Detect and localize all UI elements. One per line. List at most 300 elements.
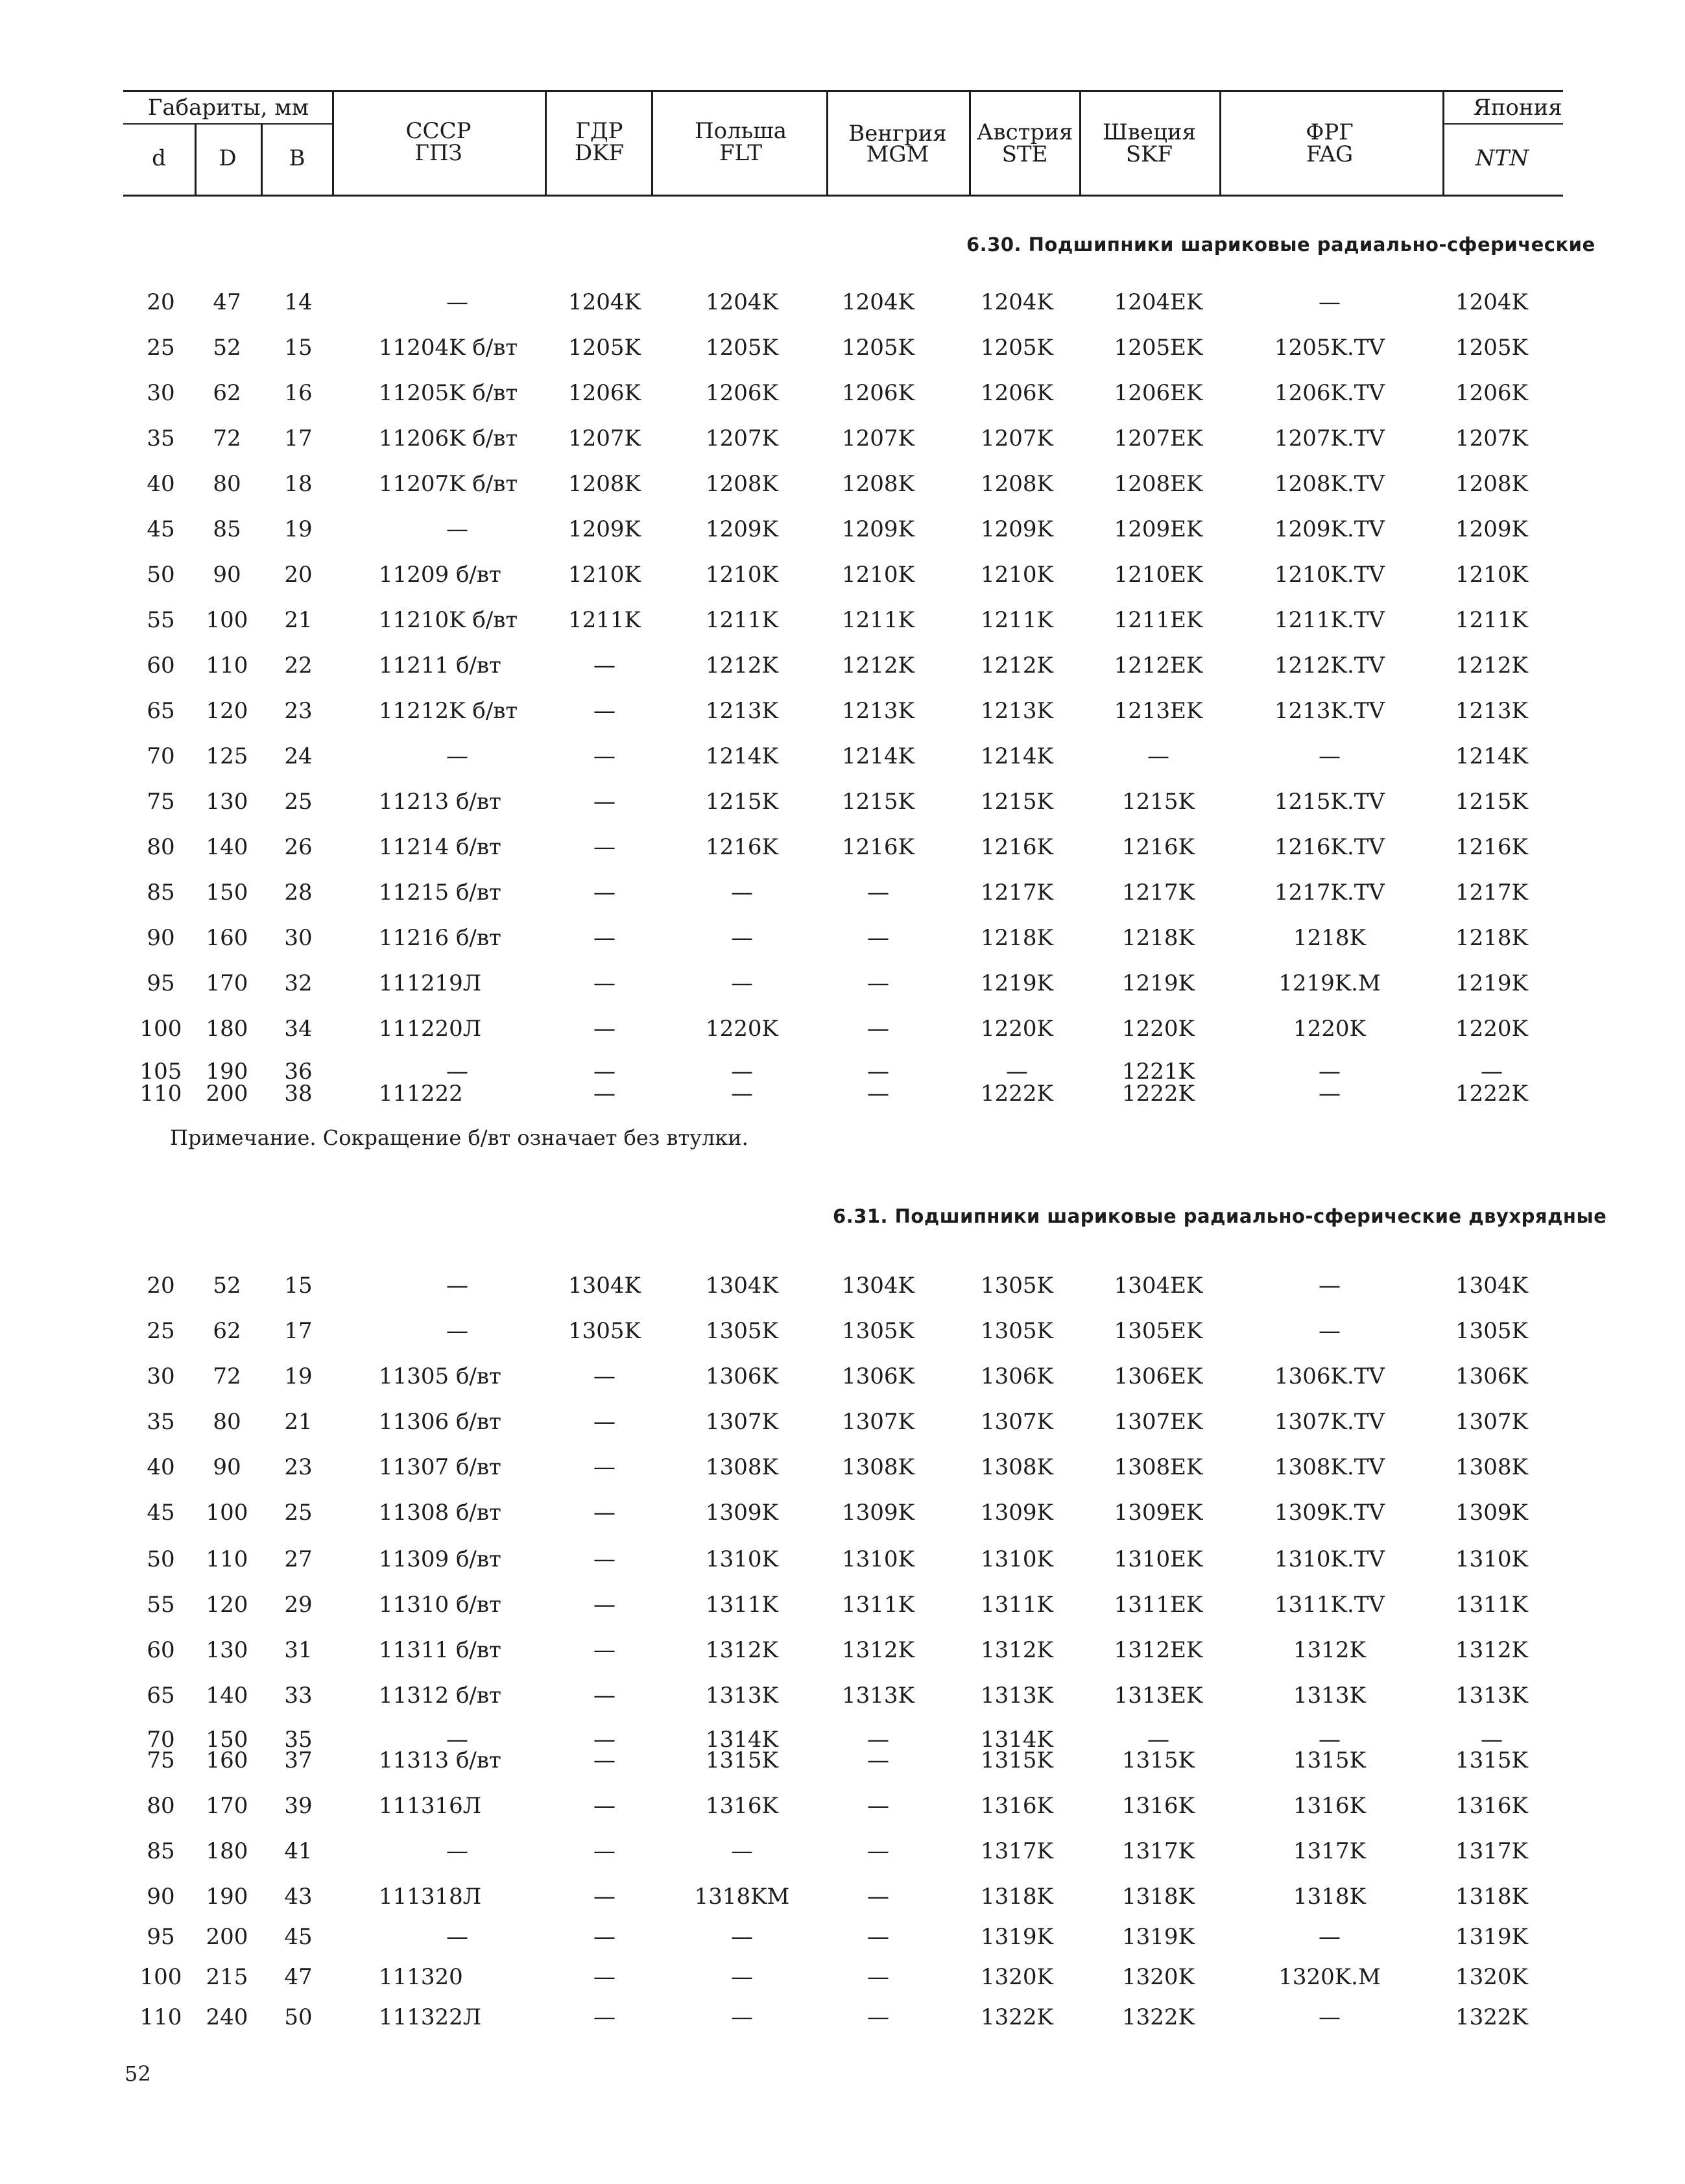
cell-B: 24 [284, 743, 313, 769]
cell-frg: 1320K.M [1278, 1964, 1381, 1990]
cell-ussr: 111320 [379, 1964, 463, 1990]
cell-gdr: — [593, 970, 615, 996]
cell-frg: 1207K.TV [1274, 426, 1385, 451]
cell-austria: 1214K [981, 743, 1053, 769]
cell-d: 60 [147, 1637, 175, 1663]
cell-frg: 1209K.TV [1274, 516, 1385, 542]
cell-austria: 1215K [981, 789, 1053, 815]
cell-d: 40 [147, 471, 175, 497]
header-ussr-country: СССР [405, 118, 472, 144]
cell-japan: 1209K [1455, 516, 1528, 542]
cell-d: 80 [147, 834, 175, 860]
cell-sweden: 1216K [1122, 834, 1195, 860]
cell-frg: — [1319, 1924, 1341, 1950]
cell-hungary: — [867, 1081, 889, 1107]
cell-gdr: — [593, 1884, 615, 1910]
cell-frg: 1312K [1293, 1637, 1366, 1663]
cell-frg: 1213K.TV [1274, 698, 1385, 724]
cell-poland: 1313K [706, 1683, 778, 1709]
cell-D: 72 [213, 1363, 241, 1389]
cell-japan: 1322K [1455, 2004, 1528, 2030]
table-row [0, 516, 1685, 542]
cell-D: 190 [206, 1059, 248, 1085]
cell-d: 100 [139, 1016, 182, 1042]
cell-poland: 1212K [706, 653, 778, 678]
cell-poland: 1211K [706, 607, 778, 633]
cell-austria: 1315K [981, 1747, 1053, 1773]
cell-ussr: 11310 б/вт [379, 1592, 501, 1618]
cell-ussr: 11309 б/вт [379, 1546, 501, 1572]
cell-hungary: 1209K [842, 516, 914, 542]
cell-d: 55 [147, 607, 175, 633]
cell-japan: 1317K [1455, 1838, 1528, 1864]
cell-japan: 1214K [1455, 743, 1528, 769]
cell-frg: 1318K [1293, 1884, 1366, 1910]
cell-hungary: — [867, 1964, 889, 1990]
cell-d: 100 [139, 1964, 182, 1990]
cell-frg: — [1319, 1059, 1341, 1085]
cell-ussr: 11312 б/вт [379, 1683, 501, 1709]
cell-gdr: — [593, 1016, 615, 1042]
cell-japan: 1310K [1455, 1546, 1528, 1572]
cell-japan: — [1481, 1727, 1503, 1753]
cell-poland: 1306K [706, 1363, 778, 1389]
cell-sweden: 1319K [1122, 1924, 1195, 1950]
cell-poland: 1220K [706, 1016, 778, 1042]
cell-sweden: 1316K [1122, 1793, 1195, 1819]
header-hungary-maker: MGM [866, 141, 929, 167]
cell-hungary: — [867, 1016, 889, 1042]
cell-austria: 1213K [981, 698, 1053, 724]
table-row [0, 1683, 1685, 1709]
cell-sweden: 1204EK [1114, 289, 1203, 315]
cell-japan: 1311K [1455, 1592, 1528, 1618]
cell-sweden: 1317K [1122, 1838, 1195, 1864]
cell-d: 65 [147, 698, 175, 724]
cell-d: 110 [139, 2004, 182, 2030]
cell-D: 180 [206, 1016, 248, 1042]
cell-d: 65 [147, 1683, 175, 1709]
cell-d: 80 [147, 1793, 175, 1819]
cell-hungary: 1311K [842, 1592, 914, 1618]
cell-D: 80 [213, 1409, 241, 1435]
cell-D: 62 [213, 1318, 241, 1344]
header-japan-maker: NTN [1475, 145, 1529, 171]
header-col-d: d [152, 145, 166, 171]
cell-hungary: — [867, 1924, 889, 1950]
table-row [0, 335, 1685, 361]
cell-D: 85 [213, 516, 241, 542]
cell-frg: 1306K.TV [1274, 1363, 1385, 1389]
cell-poland: 1318KM [694, 1884, 790, 1910]
cell-ussr: 11212K б/вт [379, 698, 518, 724]
cell-austria: 1222K [981, 1081, 1053, 1107]
cell-gdr: — [593, 698, 615, 724]
cell-austria: 1308K [981, 1454, 1053, 1480]
cell-d: 85 [147, 1838, 175, 1864]
cell-poland: 1308K [706, 1454, 778, 1480]
cell-D: 62 [213, 380, 241, 406]
cell-japan: 1217K [1455, 880, 1528, 906]
table-row [0, 471, 1685, 497]
cell-sweden: 1315K [1122, 1747, 1195, 1773]
cell-d: 70 [147, 1727, 175, 1753]
cell-japan: 1308K [1455, 1454, 1528, 1480]
cell-austria: 1309K [981, 1500, 1053, 1526]
header-ussr-maker: ГПЗ [414, 140, 462, 166]
cell-gdr: — [593, 834, 615, 860]
cell-japan: 1211K [1455, 607, 1528, 633]
cell-poland: — [731, 1964, 753, 1990]
cell-ussr: 11306 б/вт [379, 1409, 501, 1435]
cell-sweden: 1209EK [1114, 516, 1203, 542]
cell-austria: 1220K [981, 1016, 1053, 1042]
cell-frg: 1215K.TV [1274, 789, 1385, 815]
cell-sweden: 1322K [1122, 2004, 1195, 2030]
cell-austria: 1210K [981, 562, 1053, 588]
cell-ussr: 11215 б/вт [379, 880, 501, 906]
cell-sweden: 1306EK [1114, 1363, 1203, 1389]
cell-gdr: — [593, 1081, 615, 1107]
table-row [0, 380, 1685, 406]
cell-japan: 1313K [1455, 1683, 1528, 1709]
cell-gdr: — [593, 925, 615, 951]
cell-austria: 1205K [981, 335, 1053, 361]
cell-gdr: 1304K [568, 1273, 641, 1299]
cell-ussr: — [446, 1924, 468, 1950]
cell-hungary: — [867, 880, 889, 906]
cell-japan: 1319K [1455, 1924, 1528, 1950]
cell-poland: 1206K [706, 380, 778, 406]
cell-frg: 1216K.TV [1274, 834, 1385, 860]
cell-sweden: 1318K [1122, 1884, 1195, 1910]
cell-gdr: — [593, 743, 615, 769]
cell-frg: 1219K.M [1278, 970, 1381, 996]
cell-japan: 1306K [1455, 1363, 1528, 1389]
cell-frg: 1307K.TV [1274, 1409, 1385, 1435]
cell-B: 25 [284, 1500, 313, 1526]
header-sweden-country: Швеция [1102, 119, 1197, 145]
cell-B: 35 [284, 1727, 313, 1753]
cell-D: 47 [213, 289, 241, 315]
cell-poland: 1210K [706, 562, 778, 588]
cell-sweden: 1219K [1122, 970, 1195, 996]
cell-B: 26 [284, 834, 313, 860]
cell-austria: 1318K [981, 1884, 1053, 1910]
cell-gdr: 1206K [568, 380, 641, 406]
cell-sweden: 1212EK [1114, 653, 1203, 678]
cell-gdr: — [593, 1964, 615, 1990]
cell-D: 190 [206, 1884, 248, 1910]
cell-poland: 1307K [706, 1409, 778, 1435]
cell-japan: 1207K [1455, 426, 1528, 451]
header-austria-maker: STE [1001, 141, 1048, 167]
cell-D: 130 [206, 1637, 248, 1663]
cell-gdr: — [593, 2004, 615, 2030]
cell-D: 100 [206, 607, 248, 633]
cell-sweden: 1215K [1122, 789, 1195, 815]
cell-B: 32 [284, 970, 313, 996]
cell-hungary: — [867, 970, 889, 996]
cell-japan: 1316K [1455, 1793, 1528, 1819]
cell-japan: 1210K [1455, 562, 1528, 588]
cell-B: 22 [284, 653, 313, 678]
cell-hungary: 1215K [842, 789, 914, 815]
cell-ussr: 11307 б/вт [379, 1454, 501, 1480]
cell-D: 90 [213, 1454, 241, 1480]
header-austria-country: Австрия [976, 119, 1073, 145]
table-row [0, 1793, 1685, 1819]
cell-D: 150 [206, 880, 248, 906]
cell-sweden: 1222K [1122, 1081, 1195, 1107]
cell-hungary: 1214K [842, 743, 914, 769]
cell-ussr: 11216 б/вт [379, 925, 501, 951]
cell-sweden: 1206EK [1114, 380, 1203, 406]
cell-D: 130 [206, 789, 248, 815]
cell-d: 50 [147, 1546, 175, 1572]
cell-austria: 1307K [981, 1409, 1053, 1435]
cell-japan: 1215K [1455, 789, 1528, 815]
cell-B: 45 [284, 1924, 313, 1950]
cell-frg: 1308K.TV [1274, 1454, 1385, 1480]
cell-B: 30 [284, 925, 313, 951]
cell-hungary: 1307K [842, 1409, 914, 1435]
cell-B: 43 [284, 1884, 313, 1910]
header-top-rule [123, 90, 1563, 92]
table-row [0, 1500, 1685, 1526]
table-row [0, 426, 1685, 451]
cell-poland: 1316K [706, 1793, 778, 1819]
cell-D: 160 [206, 925, 248, 951]
cell-japan: 1218K [1455, 925, 1528, 951]
cell-hungary: 1304K [842, 1273, 914, 1299]
table-row [0, 1637, 1685, 1663]
header-sep-austria [1079, 92, 1081, 195]
cell-ussr: 11213 б/вт [379, 789, 501, 815]
cell-d: 85 [147, 880, 175, 906]
cell-ussr: — [446, 1273, 468, 1299]
cell-frg: 1220K [1293, 1016, 1366, 1042]
header-col-D: D [219, 145, 237, 171]
cell-frg: 1309K.TV [1274, 1500, 1385, 1526]
cell-hungary: — [867, 1059, 889, 1085]
header-gdr-maker: DKF [574, 140, 625, 166]
cell-austria: 1207K [981, 426, 1053, 451]
cell-hungary: 1310K [842, 1546, 914, 1572]
cell-d: 20 [147, 1273, 175, 1299]
cell-hungary: — [867, 1793, 889, 1819]
cell-B: 16 [284, 380, 313, 406]
cell-gdr: — [593, 1592, 615, 1618]
cell-ussr: — [446, 1059, 468, 1085]
cell-d: 25 [147, 335, 175, 361]
cell-d: 60 [147, 653, 175, 678]
table-row [0, 925, 1685, 951]
cell-japan: 1320K [1455, 1964, 1528, 1990]
cell-ussr: 111222 [379, 1081, 463, 1107]
cell-austria: 1211K [981, 607, 1053, 633]
cell-ussr: 11206K б/вт [379, 426, 518, 451]
cell-D: 125 [206, 743, 248, 769]
cell-B: 34 [284, 1016, 313, 1042]
cell-B: 20 [284, 562, 313, 588]
cell-frg: — [1319, 1081, 1341, 1107]
cell-sweden: 1305EK [1114, 1318, 1203, 1344]
cell-hungary: 1308K [842, 1454, 914, 1480]
cell-D: 140 [206, 834, 248, 860]
cell-japan: 1219K [1455, 970, 1528, 996]
cell-poland: — [731, 1838, 753, 1864]
cell-B: 15 [284, 335, 313, 361]
page-number: 52 [125, 2061, 151, 2086]
cell-ussr: 111316Л [379, 1793, 482, 1819]
cell-austria: 1204K [981, 289, 1053, 315]
cell-gdr: 1209K [568, 516, 641, 542]
cell-d: 50 [147, 562, 175, 588]
cell-D: 110 [206, 1546, 248, 1572]
cell-japan: 1222K [1455, 1081, 1528, 1107]
header-sep-ussr [545, 92, 547, 195]
cell-austria: 1209K [981, 516, 1053, 542]
cell-gdr: — [593, 1838, 615, 1864]
cell-poland: — [731, 1059, 753, 1085]
cell-japan: 1206K [1455, 380, 1528, 406]
cell-austria: 1217K [981, 880, 1053, 906]
header-frg-country: ФРГ [1306, 119, 1354, 145]
table-row [0, 653, 1685, 678]
cell-poland: 1304K [706, 1273, 778, 1299]
cell-ussr: 111318Л [379, 1884, 482, 1910]
cell-hungary: — [867, 1884, 889, 1910]
cell-ussr: 11308 б/вт [379, 1500, 501, 1526]
cell-japan: 1304K [1455, 1273, 1528, 1299]
cell-sweden: 1211EK [1114, 607, 1203, 633]
cell-sweden: 1218K [1122, 925, 1195, 951]
cell-d: 45 [147, 516, 175, 542]
cell-gdr: 1305K [568, 1318, 641, 1344]
cell-gdr: — [593, 1500, 615, 1526]
table-row [0, 970, 1685, 996]
table-row [0, 1016, 1685, 1042]
table-row [0, 1747, 1685, 1773]
cell-D: 150 [206, 1727, 248, 1753]
cell-hungary: — [867, 1838, 889, 1864]
cell-D: 100 [206, 1500, 248, 1526]
cell-austria: 1311K [981, 1592, 1053, 1618]
cell-d: 75 [147, 789, 175, 815]
cell-gdr: — [593, 1637, 615, 1663]
cell-sweden: 1304EK [1114, 1273, 1203, 1299]
cell-B: 37 [284, 1747, 313, 1773]
cell-B: 17 [284, 1318, 313, 1344]
cell-hungary: 1212K [842, 653, 914, 678]
cell-poland: — [731, 970, 753, 996]
cell-ussr: 111219Л [379, 970, 482, 996]
cell-D: 52 [213, 1273, 241, 1299]
cell-hungary: — [867, 2004, 889, 2030]
cell-hungary: 1213K [842, 698, 914, 724]
cell-d: 35 [147, 1409, 175, 1435]
cell-poland: 1305K [706, 1318, 778, 1344]
cell-frg: 1205K.TV [1274, 335, 1385, 361]
header-dims-group: Габариты, мм [147, 95, 309, 121]
cell-d: 105 [139, 1059, 182, 1085]
cell-d: 30 [147, 1363, 175, 1389]
cell-frg: 1311K.TV [1274, 1592, 1385, 1618]
cell-D: 80 [213, 471, 241, 497]
cell-frg: 1212K.TV [1274, 653, 1385, 678]
cell-hungary: 1216K [842, 834, 914, 860]
cell-B: 23 [284, 698, 313, 724]
cell-hungary: 1306K [842, 1363, 914, 1389]
cell-ussr: — [446, 1838, 468, 1864]
cell-d: 25 [147, 1318, 175, 1344]
cell-japan: 1318K [1455, 1884, 1528, 1910]
cell-D: 140 [206, 1683, 248, 1709]
cell-gdr: — [593, 1683, 615, 1709]
cell-austria: 1322K [981, 2004, 1053, 2030]
header-sep-d [195, 125, 197, 195]
cell-poland: 1216K [706, 834, 778, 860]
cell-D: 180 [206, 1838, 248, 1864]
header-hungary-country: Венгрия [848, 121, 947, 147]
cell-frg: 1218K [1293, 925, 1366, 951]
cell-austria: 1219K [981, 970, 1053, 996]
cell-poland: 1312K [706, 1637, 778, 1663]
cell-poland: 1207K [706, 426, 778, 451]
cell-d: 20 [147, 289, 175, 315]
cell-sweden: 1320K [1122, 1964, 1195, 1990]
table-row [0, 1363, 1685, 1389]
cell-ussr: 111220Л [379, 1016, 482, 1042]
cell-frg: — [1319, 1318, 1341, 1344]
cell-ussr: 11311 б/вт [379, 1637, 501, 1663]
table-row [0, 1592, 1685, 1618]
cell-gdr: — [593, 653, 615, 678]
cell-frg: 1316K [1293, 1793, 1366, 1819]
cell-austria: 1316K [981, 1793, 1053, 1819]
table-row [0, 880, 1685, 906]
cell-gdr: — [593, 1793, 615, 1819]
cell-gdr: 1208K [568, 471, 641, 497]
cell-sweden: 1313EK [1114, 1683, 1203, 1709]
cell-gdr: — [593, 1546, 615, 1572]
cell-japan: 1312K [1455, 1637, 1528, 1663]
header-sep-hungary [969, 92, 971, 195]
cell-D: 72 [213, 426, 241, 451]
cell-B: 17 [284, 426, 313, 451]
cell-sweden: 1312EK [1114, 1637, 1203, 1663]
cell-poland: 1310K [706, 1546, 778, 1572]
cell-d: 90 [147, 925, 175, 951]
cell-poland: 1204K [706, 289, 778, 315]
cell-gdr: — [593, 789, 615, 815]
cell-austria: 1317K [981, 1838, 1053, 1864]
header-col-B: B [289, 145, 305, 171]
cell-hungary: — [867, 1747, 889, 1773]
cell-d: 95 [147, 1924, 175, 1950]
header-japan-country: Япония [1473, 95, 1562, 121]
cell-B: 19 [284, 516, 313, 542]
cell-sweden: 1205EK [1114, 335, 1203, 361]
cell-sweden: — [1147, 743, 1169, 769]
table-row [0, 1409, 1685, 1435]
cell-B: 41 [284, 1838, 313, 1864]
cell-B: 27 [284, 1546, 313, 1572]
cell-austria: 1314K [981, 1727, 1053, 1753]
cell-frg: 1317K [1293, 1838, 1366, 1864]
cell-japan: — [1481, 1059, 1503, 1085]
